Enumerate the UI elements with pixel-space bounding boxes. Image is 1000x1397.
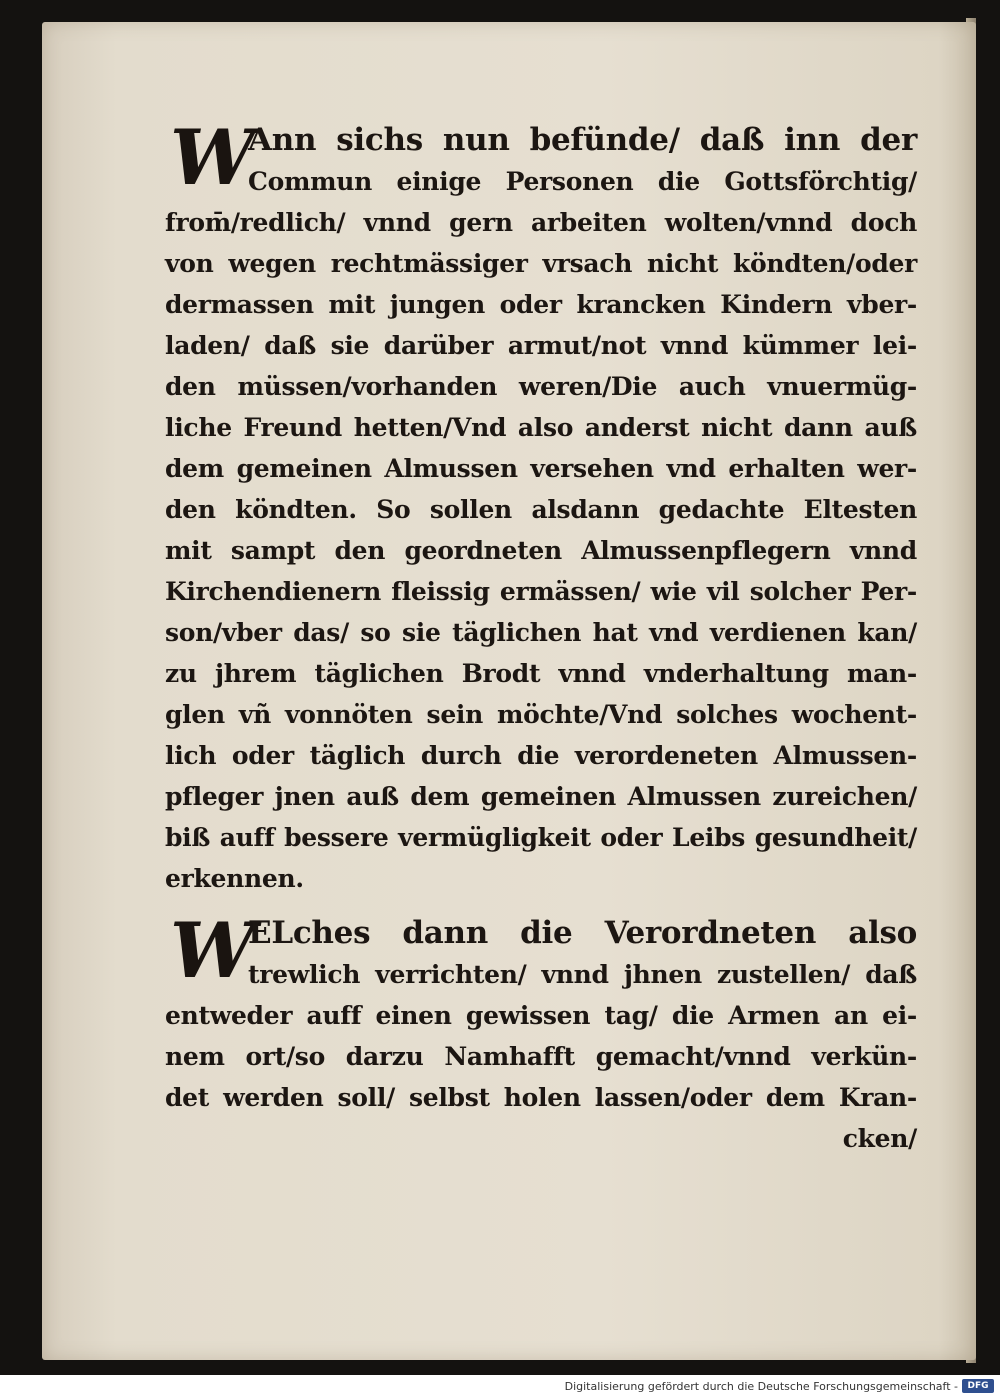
text-line: zu jhrem täglichen Brodt vnnd vnderhaltung man- (165, 659, 917, 688)
initial-row-1 (165, 113, 917, 202)
text-line: trewlich verrichten/ vnnd jhnen zustellen/ daß (248, 960, 917, 989)
text-line: pfleger jnen auß dem gemeinen Almussen zureichen/ (165, 782, 917, 811)
text-line: biß auff bessere vermügligkeit oder Leibs gesundheit/ (165, 823, 917, 852)
text-line: liche Freund hetten/Vnd also anderst nicht dann auß (165, 413, 917, 442)
dfg-logo-icon: DFG (962, 1379, 994, 1393)
initial-lines (248, 120, 917, 202)
text-line: von wegen rechtmässiger vrsach nicht köndten/oder (165, 249, 917, 278)
text-block (165, 113, 917, 1159)
text-line: entweder auff einen gewissen tag/ die Armen an ei- (165, 1001, 917, 1030)
text-line: Kirchendienern fleissig ermässen/ wie vil solcher Per- (165, 577, 917, 606)
text-line: son/vber das/ so sie täglichen hat vnd verdienen kan/ (165, 618, 917, 647)
text-line: erkennen. (165, 864, 304, 893)
text-line: from̄/redlich/ vnnd gern arbeiten wolten/vnnd doch (165, 208, 917, 237)
text-line: ELches dann die Verordneten also (248, 915, 917, 951)
text-line: den müssen/vorhanden weren/Die auch vnuermüg- (165, 372, 917, 401)
funding-credit: Digitalisierung gefördert durch die Deutsche Forschungsgemeinschaft - (564, 1380, 958, 1393)
initial-row-2 (165, 906, 917, 995)
catchword: cken/ (842, 1124, 917, 1153)
footer-bar (0, 1375, 1000, 1397)
text-line: glen vñ vonnöten sein möchte/Vnd solches wochent- (165, 700, 917, 729)
text-line: det werden soll/ selbst holen lassen/oder dem Kran- (165, 1083, 917, 1112)
drop-cap-initial: W (170, 113, 256, 202)
text-line: dermassen mit jungen oder krancken Kindern vber- (165, 290, 917, 319)
text-line: Commun einige Personen die Gottsförchtig/ (248, 167, 917, 196)
drop-cap-initial: W (170, 906, 256, 995)
text-line: nem ort/so darzu Namhafft gemacht/vnnd verkün- (165, 1042, 917, 1071)
text-line: laden/ daß sie darüber armut/not vnnd kümmer lei- (165, 331, 917, 360)
text-line: dem gemeinen Almussen versehen vnd erhalten wer- (165, 454, 917, 483)
text-line: mit sampt den geordneten Almussenpflegern vnnd (165, 536, 917, 565)
text-line: Ann sichs nun befünde/ daß inn der (248, 122, 917, 158)
text-line: lich oder täglich durch die verordeneten Almussen- (165, 741, 917, 770)
paragraph-1 (165, 113, 917, 899)
text-line: den köndten. So sollen alsdann gedachte Eltesten (165, 495, 917, 524)
initial-lines (248, 913, 917, 995)
paragraph-2 (165, 906, 917, 1159)
